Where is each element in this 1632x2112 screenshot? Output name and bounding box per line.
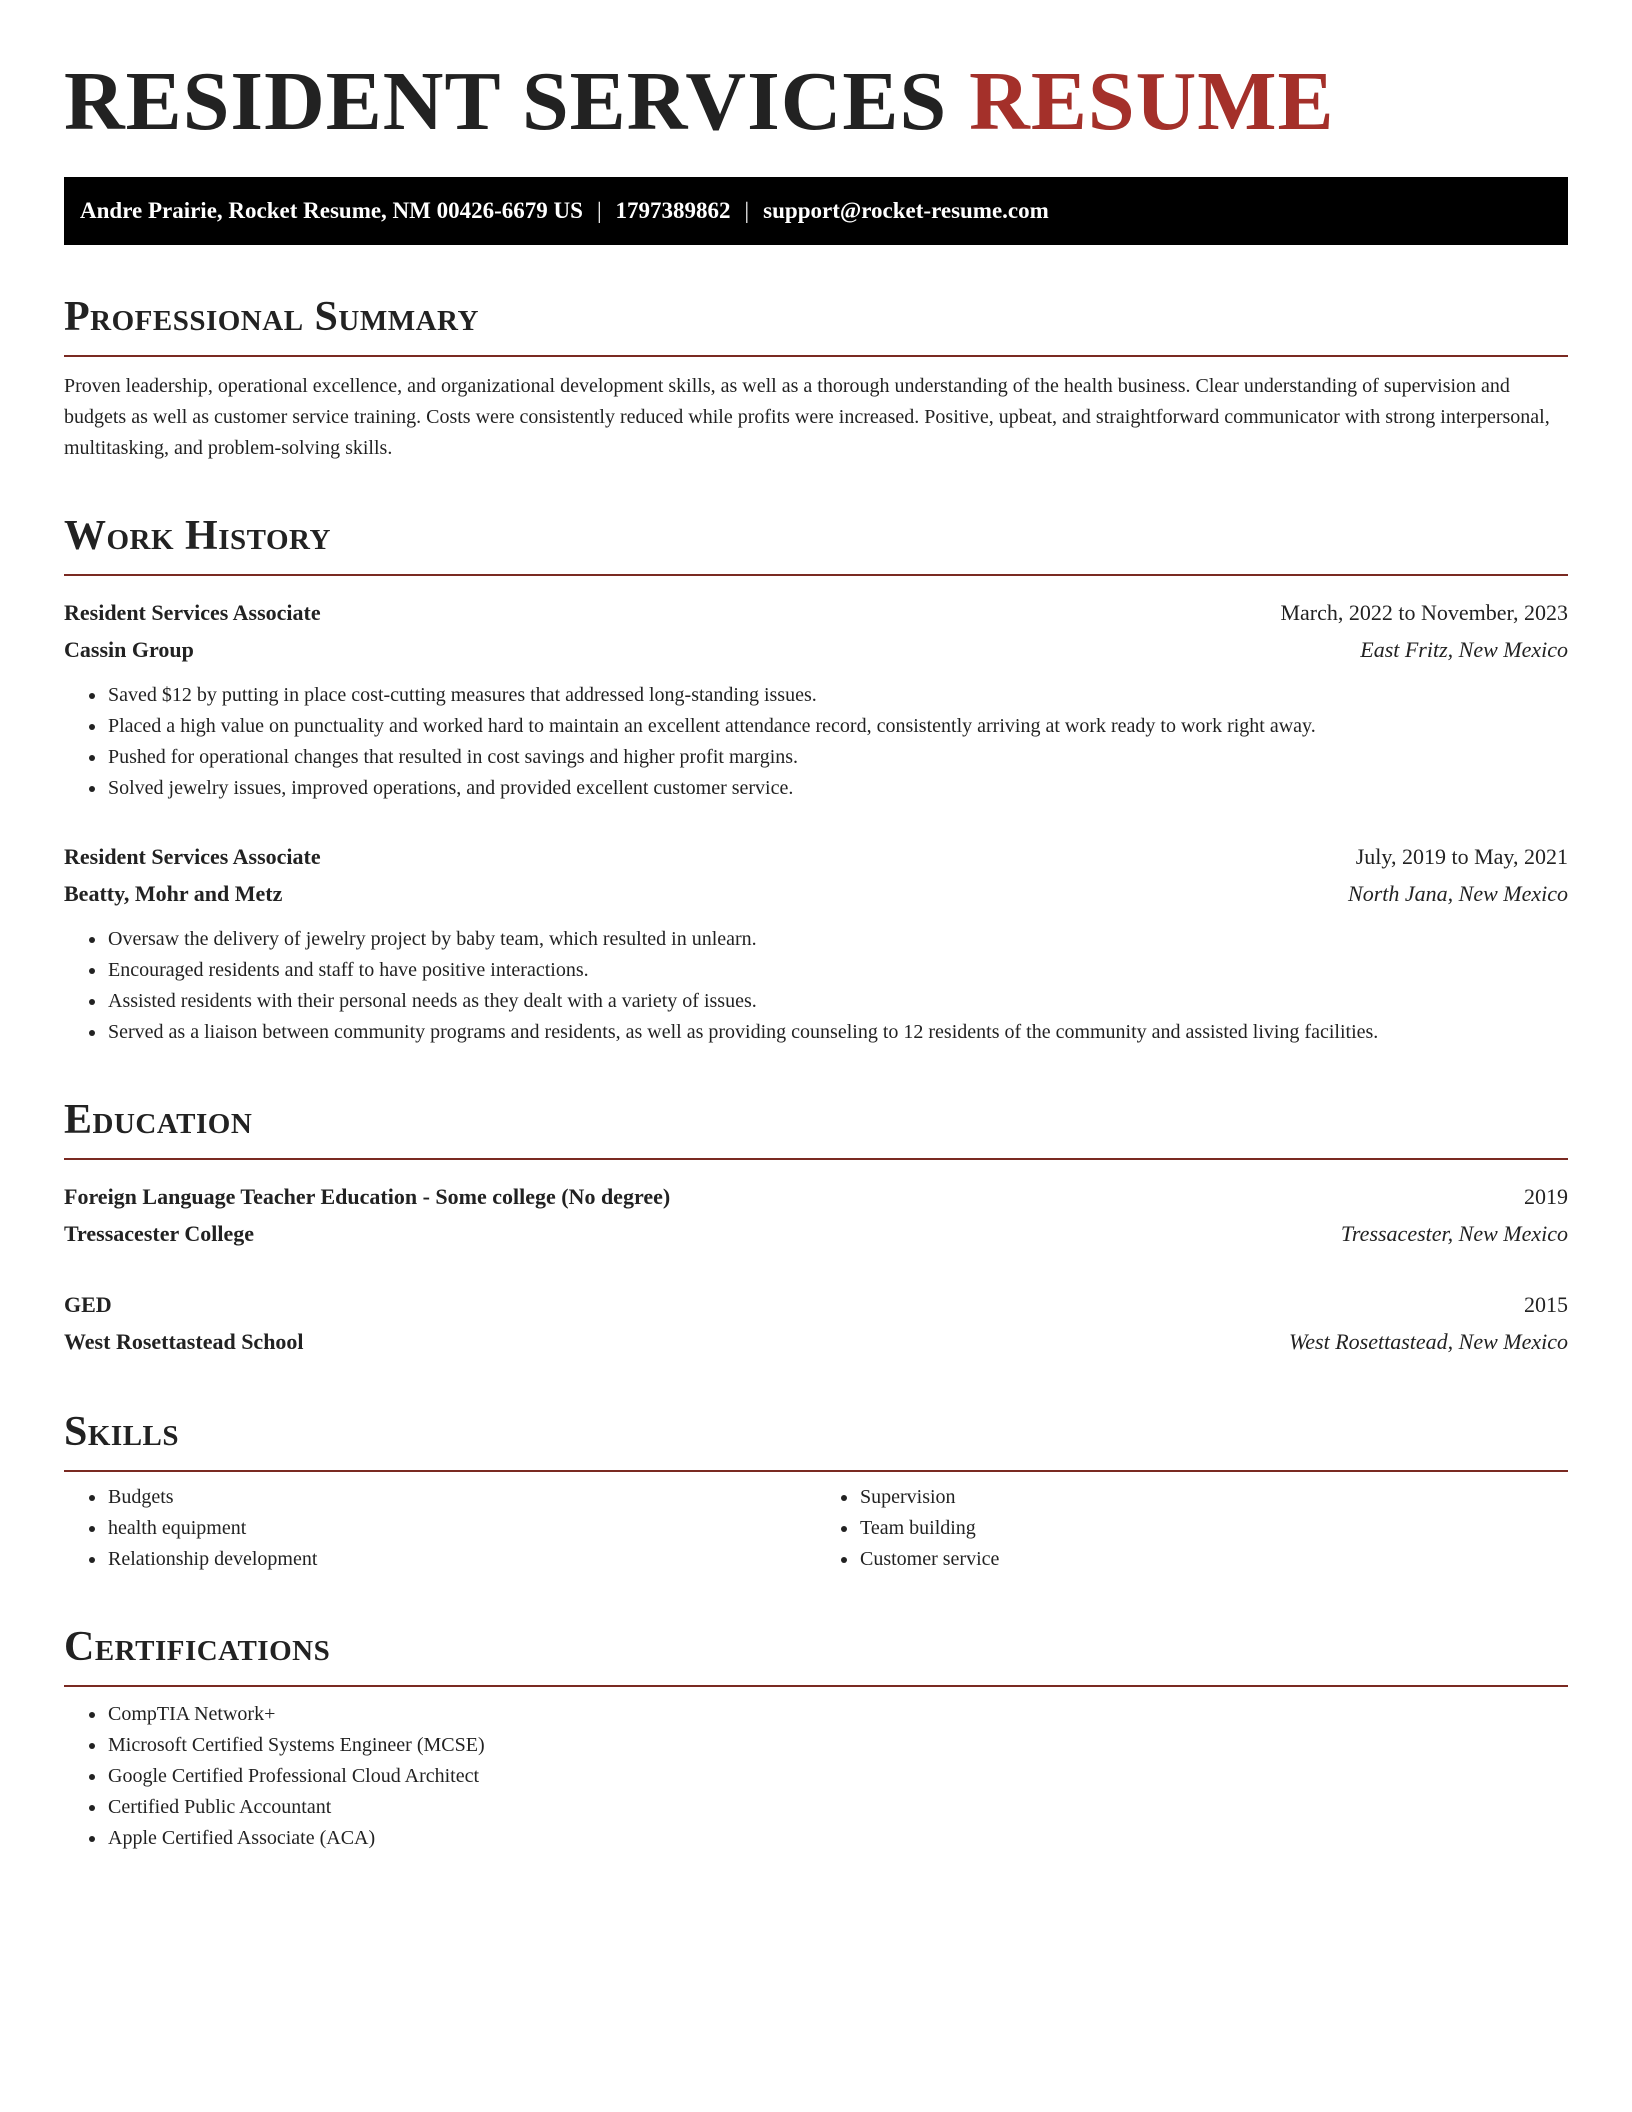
job-title: Resident Services Associate [64, 600, 321, 625]
list-item: • CompTIA Network+ [107, 1699, 1568, 1730]
list-item: • Supervision [859, 1482, 1568, 1513]
job-entry [64, 594, 1568, 804]
job-bullets [64, 924, 1568, 1048]
contact-phone: 1797389862 [615, 198, 731, 223]
education-school: Tressacester College [64, 1221, 254, 1246]
skills-grid [64, 1482, 1568, 1575]
section-divider [64, 1470, 1568, 1472]
list-item: • Encouraged residents and staff to have positive interactions. [107, 955, 1568, 986]
education-heading: Education [64, 1097, 253, 1143]
skills-heading: Skills [64, 1409, 180, 1455]
list-item: • Google Certified Professional Cloud Architect [107, 1761, 1568, 1792]
job-company: Beatty, Mohr and Metz [64, 881, 283, 906]
resume-title [64, 52, 1568, 152]
contact-separator: | [596, 198, 602, 223]
summary-heading: Professional Summary [64, 294, 479, 340]
work-history-section [64, 512, 1568, 1048]
list-item: • Relationship development [107, 1544, 816, 1575]
list-item: • Saved $12 by putting in place cost-cutting measures that addressed long-standing issues. [107, 680, 1568, 711]
job-company-row [64, 875, 1568, 912]
job-location: East Fritz, New Mexico [1360, 637, 1568, 662]
list-item: • Budgets [107, 1482, 816, 1513]
education-location: West Rosettastead, New Mexico [1288, 1329, 1568, 1354]
job-entry [64, 838, 1568, 1048]
list-item: • Microsoft Certified Systems Engineer (MCSE) [107, 1730, 1568, 1761]
education-school-row [64, 1215, 1568, 1252]
job-bullets [64, 680, 1568, 804]
contact-separator: | [744, 198, 750, 223]
list-item: • Solved jewelry issues, improved operations, and provided excellent customer service. [107, 773, 1568, 804]
education-degree-row [64, 1178, 1568, 1215]
job-title: Resident Services Associate [64, 844, 321, 869]
list-item: • Pushed for operational changes that resulted in cost savings and higher profit margins. [107, 742, 1568, 773]
section-divider [64, 574, 1568, 576]
education-degree: GED [64, 1292, 112, 1317]
list-item: • Certified Public Accountant [107, 1792, 1568, 1823]
skills-list-right [816, 1482, 1568, 1575]
work-history-heading: Work History [64, 513, 331, 559]
summary-text: Proven leadership, operational excellence, and organizational development skills, as well as a thorough understanding of the health business. Clear understanding of supervision and budgets as well as customer service training. Costs were consistently reduced while profits were increased. Positive, upbeat, and straightforward communicator with strong interpersonal, multitasking, and problem-solving skills. [64, 375, 1550, 459]
education-section [64, 1096, 1568, 1360]
contact-bar [64, 177, 1568, 245]
section-divider [64, 1158, 1568, 1160]
list-item: • Apple Certified Associate (ACA) [107, 1823, 1568, 1854]
education-entry [64, 1286, 1568, 1360]
list-item: • Team building [859, 1513, 1568, 1544]
education-degree-row [64, 1286, 1568, 1323]
skills-section [64, 1408, 1568, 1575]
contact-email: support@rocket-resume.com [763, 198, 1049, 223]
job-dates: July, 2019 to May, 2021 [1355, 844, 1568, 869]
summary-section [64, 293, 1568, 464]
job-company-row [64, 631, 1568, 668]
section-divider [64, 355, 1568, 357]
list-item: • Oversaw the delivery of jewelry project by baby team, which resulted in unlearn. [107, 924, 1568, 955]
skills-list-left [64, 1482, 816, 1575]
education-year: 2015 [1524, 1292, 1568, 1317]
education-location: Tressacester, New Mexico [1340, 1221, 1568, 1246]
list-item: • Assisted residents with their personal needs as they dealt with a variety of issues. [107, 986, 1568, 1017]
job-company: Cassin Group [64, 637, 194, 662]
job-title-row [64, 594, 1568, 631]
section-divider [64, 1685, 1568, 1687]
list-item: • health equipment [107, 1513, 816, 1544]
education-school-row [64, 1323, 1568, 1360]
job-title-row [64, 838, 1568, 875]
education-year: 2019 [1524, 1184, 1568, 1209]
education-degree: Foreign Language Teacher Education - Some college (No degree) [64, 1184, 671, 1209]
job-location: North Jana, New Mexico [1348, 881, 1568, 906]
education-entry [64, 1178, 1568, 1252]
education-school: West Rosettastead School [64, 1329, 304, 1354]
list-item: • Placed a high value on punctuality and worked hard to maintain an excellent attendance record, consistently arriving at work ready to work right away. [107, 711, 1568, 742]
certifications-list [64, 1699, 1568, 1854]
resume-title-main: RESIDENT SERVICES [64, 55, 970, 148]
list-item: • Served as a liaison between community programs and residents, as well as providing counseling to 12 residents of the community and assisted living facilities. [107, 1017, 1568, 1048]
certifications-heading: Certifications [64, 1624, 331, 1670]
certifications-section [64, 1623, 1568, 1854]
list-item: • Customer service [859, 1544, 1568, 1575]
resume-title-accent: RESUME [969, 55, 1335, 148]
job-dates: March, 2022 to November, 2023 [1280, 600, 1568, 625]
contact-address: Andre Prairie, Rocket Resume, NM 00426-6679 US [80, 198, 583, 223]
